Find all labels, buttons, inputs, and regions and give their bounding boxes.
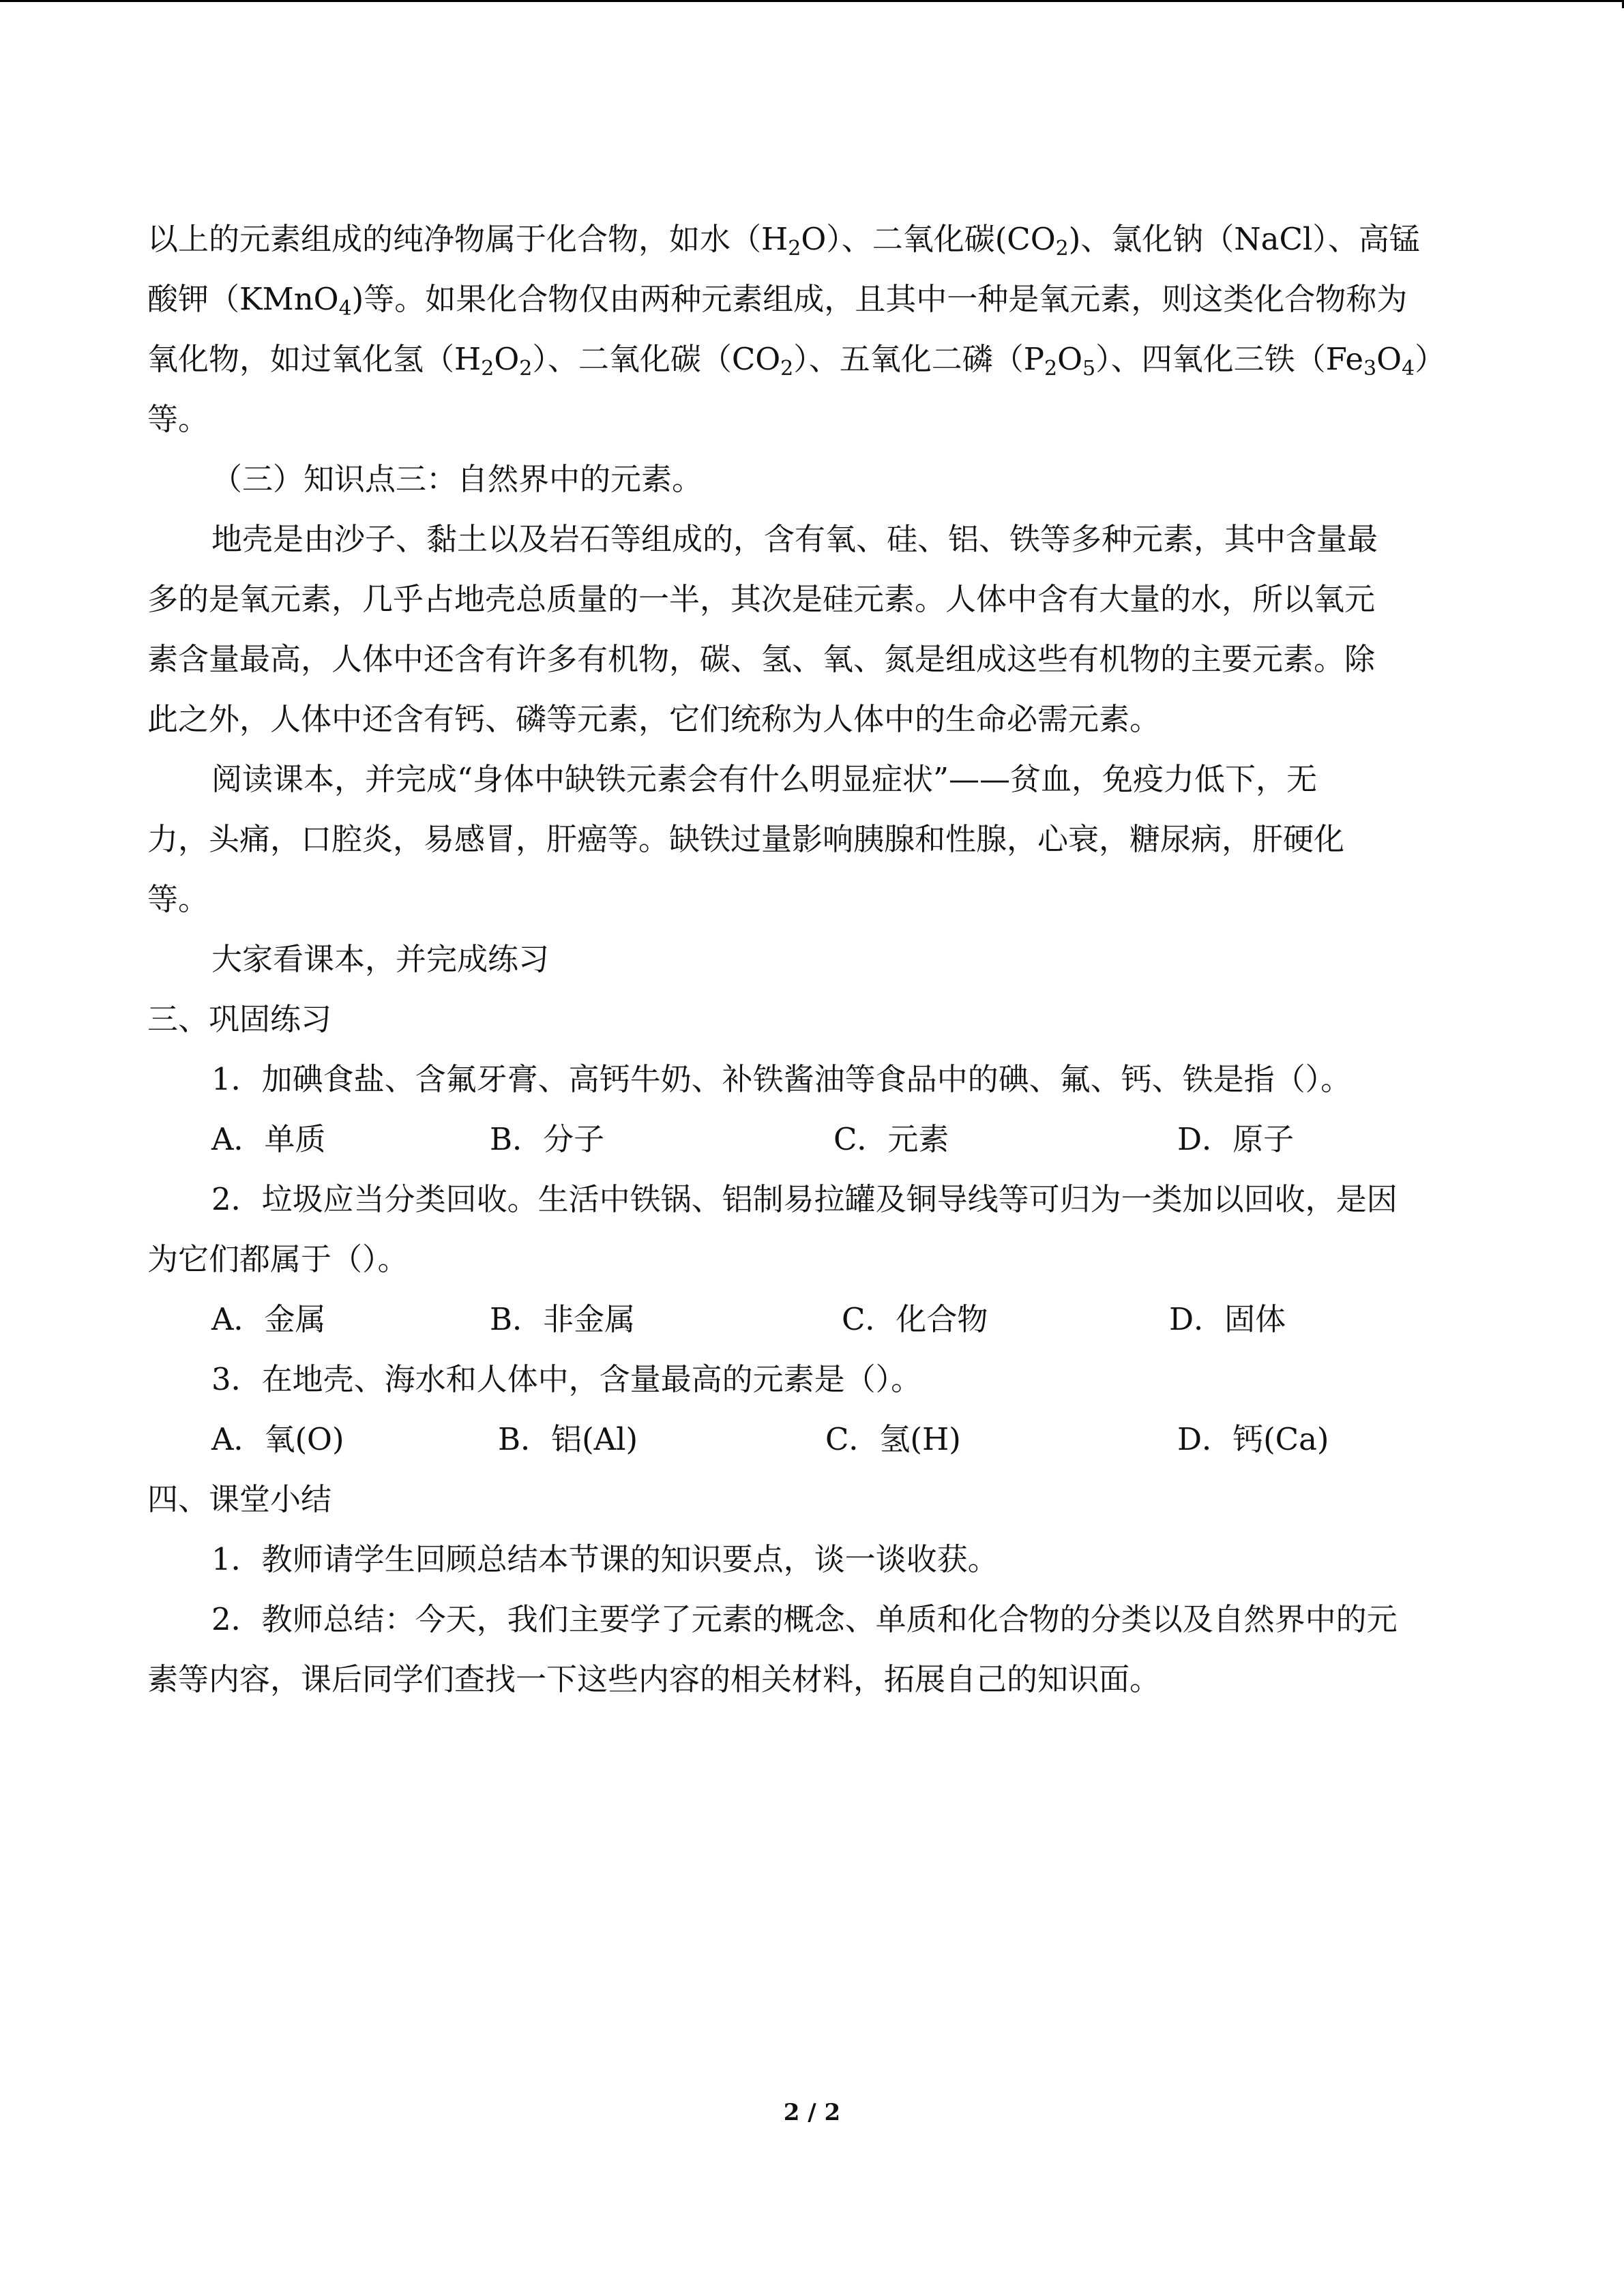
body-line: 等。 — [147, 401, 209, 437]
body-line: 地壳是由沙子、黏土以及岩石等组成的，含有氧、硅、铝、铁等多种元素，其中含量最 — [211, 521, 1378, 557]
option-b: B．分子 — [490, 1121, 605, 1157]
option-d: D．钙(Ca) — [1177, 1421, 1329, 1457]
body-line: 酸钾（KMnO$_4$)等。如果化合物仅由两种元素组成，且其中一种是氧元素，则这类化合物称为 — [147, 281, 1408, 320]
body-line: 力，头痛，口腔炎，易感冒，肝癌等。缺铁过量影响胰腺和性腺，心衰，糖尿病，肝硬化 — [147, 821, 1345, 857]
option-a: A．金属 — [211, 1301, 326, 1337]
body-line: 氧化物，如过氧化氢$(H_2O_2)$、二氧化碳$(CO_2)$、五氧化二磷$(P_2O_5)$、四氧化三铁$(Fe_3O_4)$ — [147, 341, 1446, 381]
option-c: C．化合物 — [842, 1301, 988, 1337]
option-b: B．铝(Al) — [498, 1421, 638, 1457]
option-c: C．元素 — [833, 1121, 949, 1157]
option-c: C．氢(H) — [825, 1421, 961, 1457]
question-1: 1．加碘食盐、含氟牙膏、高钙牛奶、补铁酱油等食品中的碘、氟、钙、铁是指（）。 — [211, 1061, 1352, 1097]
page-number: 2 / 2 — [783, 2099, 841, 2126]
summary-item-2-cont: 素等内容，课后同学们查找一下这些内容的相关材料，拓展自己的知识面。 — [147, 1661, 1161, 1697]
question-3: 3．在地壳、海水和人体中，含量最高的元素是（）。 — [211, 1361, 922, 1397]
option-d: D．固体 — [1169, 1301, 1286, 1337]
section-heading: （三）知识点三：自然界中的元素。 — [211, 461, 703, 497]
practice-heading: 三、巩固练习 — [147, 1001, 332, 1037]
body-line: 素含量最高，人体中还含有许多有机物，碳、氢、氧、氮是组成这些有机物的主要元素。除 — [147, 641, 1376, 677]
body-line: 大家看课本，并完成练习 — [211, 941, 550, 977]
body-line: 等。 — [147, 881, 209, 917]
option-b: B．非金属 — [490, 1301, 636, 1337]
body-line: 多的是氧元素，几乎占地壳总质量的一半，其次是硅元素。人体中含有大量的水，所以氧元 — [147, 581, 1376, 617]
body-line: 以上的元素组成的纯净物属于化合物，如水$(H_2O)$、二氧化碳$(CO_2)$、氯化钠（NaCl）、高锰 — [147, 221, 1420, 260]
body-line: 此之外，人体中还含有钙、磷等元素，它们统称为人体中的生命必需元素。 — [147, 701, 1161, 737]
option-d: D．原子 — [1177, 1121, 1295, 1157]
body-line: 阅读课本，并完成“身体中缺铁元素会有什么明显症状”——贫血，免疫力低下，无 — [211, 761, 1318, 797]
question-2-cont: 为它们都属于（）。 — [147, 1241, 409, 1277]
option-a: A．氧(O) — [211, 1421, 344, 1457]
option-a: A．单质 — [211, 1121, 326, 1157]
summary-heading: 四、课堂小结 — [147, 1481, 332, 1517]
summary-item-1: 1．教师请学生回顾总结本节课的知识要点，谈一谈收获。 — [211, 1541, 999, 1577]
question-2: 2．垃圾应当分类回收。生活中铁锅、铝制易拉罐及铜导线等可归为一类加以回收，是因 — [211, 1181, 1398, 1217]
summary-item-2: 2．教师总结：今天，我们主要学了元素的概念、单质和化合物的分类以及自然界中的元 — [211, 1601, 1398, 1637]
top-border-line — [0, 0, 1624, 2]
